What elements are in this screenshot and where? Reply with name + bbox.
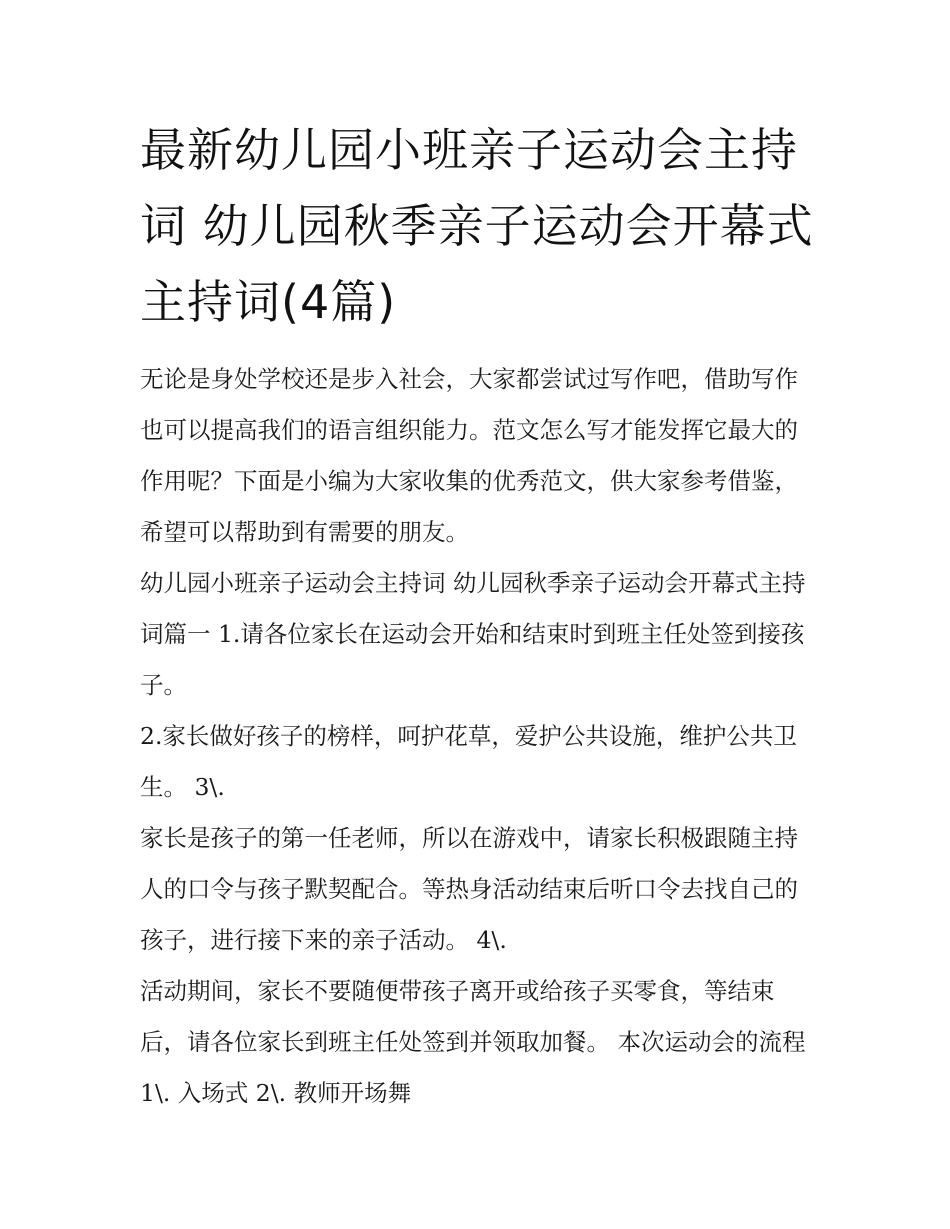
paragraph-item-2: 2.家长做好孩子的榜样，呵护花草，爱护公共设施，维护公共卫生。 3\. [140, 722, 797, 801]
paragraph-item-1: 幼儿园小班亲子运动会主持词 幼儿园秋季亲子运动会开幕式主持词篇一 1.请各位家长在运动会开始和结束时到班主任处签到接孩子。 [140, 569, 806, 699]
document-body [140, 354, 815, 1119]
paragraph-item-3: 家长是孩子的第一任老师，所以在游戏中，请家长积极跟随主持人的口令与孩子默契配合。等热身活动结束后听口令去找自己的孩子，进行接下来的亲子活动。 4\. [140, 824, 798, 954]
paragraph-intro: 无论是身处学校还是步入社会，大家都尝试过写作吧，借助写作也可以提高我们的语言组织能力。范文怎么写才能发挥它最大的作用呢？下面是小编为大家收集的优秀范文，供大家参考借鉴，希望可以帮助到有需要的朋友。 [140, 365, 798, 546]
document-title: 最新幼儿园小班亲子运动会主持词 幼儿园秋季亲子运动会开幕式主持词(4篇) [140, 123, 814, 329]
paragraph-item-4: 活动期间，家长不要随便带孩子离开或给孩子买零食，等结束后，请各位家长到班主任处签到并领取加餐。 本次运动会的流程 1\. 入场式 2\. 教师开场舞 [140, 977, 806, 1107]
